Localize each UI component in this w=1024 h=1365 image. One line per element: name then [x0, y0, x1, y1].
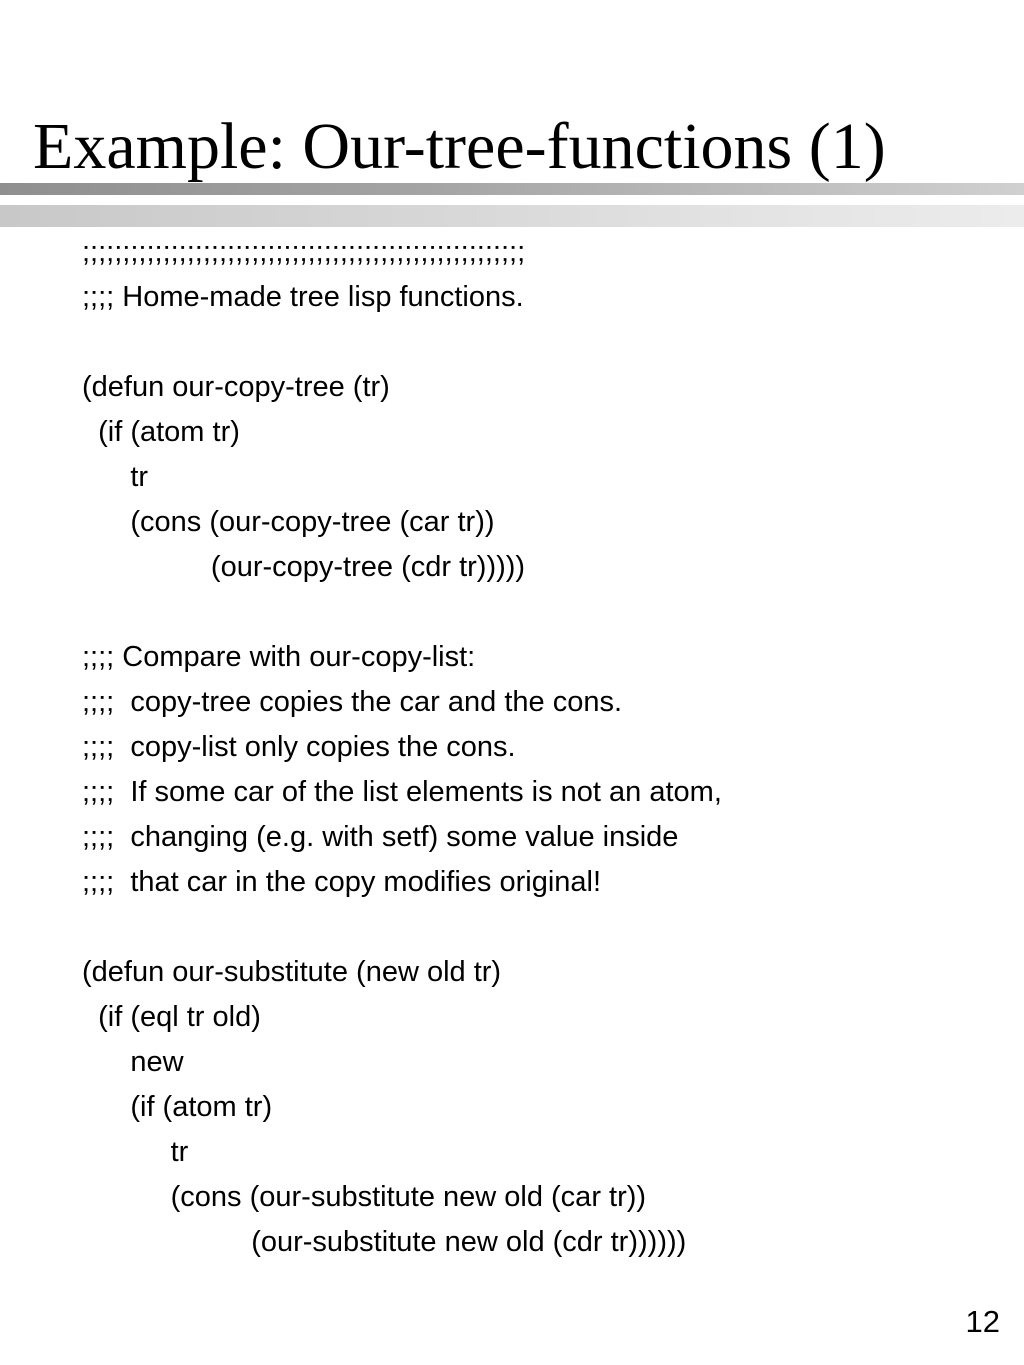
- title-divider: [0, 183, 1024, 195]
- code-line-comment: ;;;; Home-made tree lisp functions.: [82, 281, 524, 313]
- code-line: tr: [82, 461, 149, 493]
- code-line-comment: ;;;; copy-list only copies the cons.: [82, 731, 516, 763]
- code-line-defun-substitute: (defun our-substitute (new old tr): [82, 956, 502, 988]
- code-line-comment: ;;;; changing (e.g. with setf) some value inside: [82, 821, 679, 853]
- code-line: (our-substitute new old (cdr tr)))))): [82, 1226, 687, 1258]
- code-line-defun-copy-tree: (defun our-copy-tree (tr): [82, 371, 390, 403]
- code-line-comment: ;;;; that car in the copy modifies original!: [82, 866, 602, 898]
- code-line-comment: ;;;; Compare with our-copy-list:: [82, 641, 476, 673]
- code-block: [82, 230, 982, 1265]
- code-line: (cons (our-copy-tree (car tr)): [82, 506, 495, 538]
- code-line-separator: ;;;;;;;;;;;;;;;;;;;;;;;;;;;;;;;;;;;;;;;;;;;;;;;;;;;;;;;: [82, 236, 526, 268]
- code-line: (our-copy-tree (cdr tr))))): [82, 551, 526, 583]
- code-line-blank: [82, 590, 982, 635]
- code-line-blank: [82, 905, 982, 950]
- title-divider-shadow: [0, 205, 1024, 227]
- code-line: (cons (our-substitute new old (car tr)): [82, 1181, 647, 1213]
- code-line-comment: ;;;; If some car of the list elements is not an atom,: [82, 776, 722, 808]
- code-line: (if (atom tr): [82, 1091, 273, 1123]
- page-number: 12: [965, 1304, 1000, 1339]
- code-line: (if (atom tr): [82, 416, 240, 448]
- code-line: tr: [82, 1136, 189, 1168]
- code-line-comment: ;;;; copy-tree copies the car and the cons.: [82, 686, 623, 718]
- code-line-blank: [82, 320, 982, 365]
- code-line: (if (eql tr old): [82, 1001, 261, 1033]
- code-line: new: [82, 1046, 184, 1078]
- slide-title: Example: Our-tree-functions (1): [33, 110, 886, 183]
